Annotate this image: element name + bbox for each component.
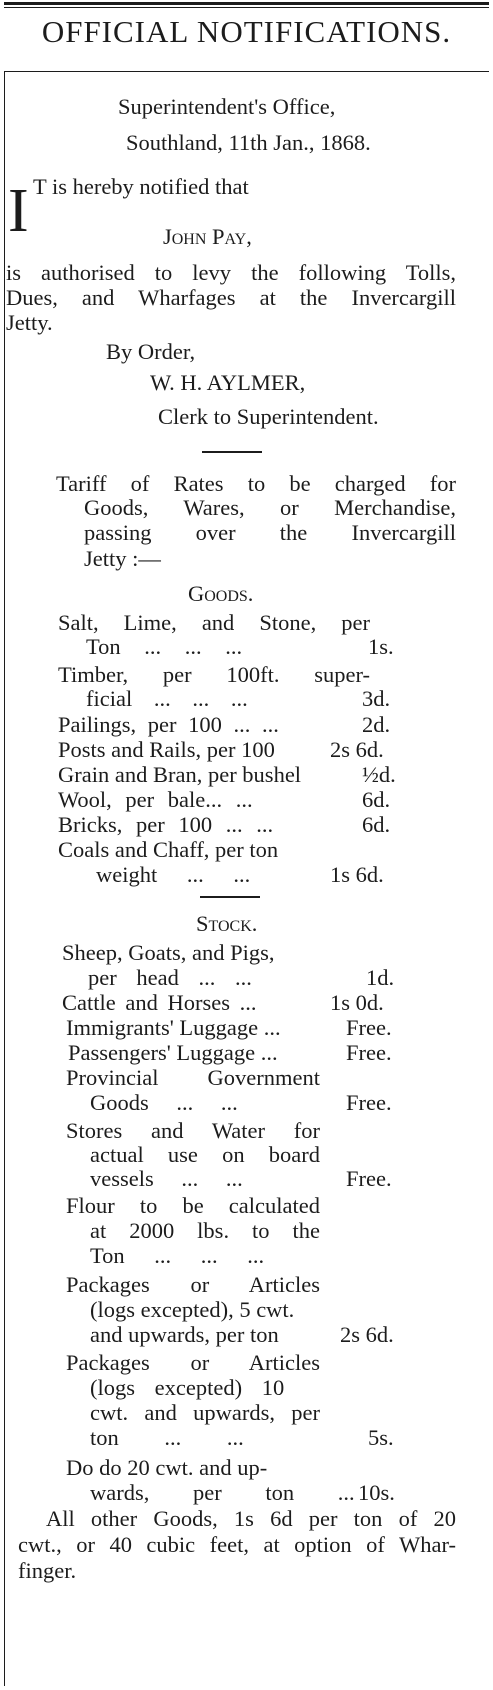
stock-item-6-line-1: Stores and Water for bbox=[66, 1118, 320, 1143]
stock-item-4-rate: Free. bbox=[346, 1040, 392, 1065]
goods-item-2-rate: 3d. bbox=[362, 686, 391, 711]
goods-item-6-line-1: Wool, per bale... ... bbox=[58, 787, 253, 812]
stock-item-2-line-1: Cattle and Horses ... bbox=[62, 990, 257, 1015]
stock-item-5-line-2: Goods ... ... bbox=[90, 1090, 238, 1115]
stock-item-8-line-2: (logs excepted), 5 cwt. bbox=[90, 1297, 295, 1322]
stock-item-1-rate: 1d. bbox=[366, 965, 395, 990]
notice-body-line-1: is authorised to levy the following Tolls, bbox=[6, 260, 456, 285]
tariff-intro-line-3: passing over the Invercargill bbox=[84, 520, 456, 545]
goods-item-8-rate: 1s 6d. bbox=[330, 862, 384, 887]
closing-line-1: All other Goods, 1s 6d per ton of 20 bbox=[46, 1506, 456, 1531]
stock-item-8-line-3: and upwards, per ton bbox=[90, 1322, 279, 1347]
page-title: OFFICIAL NOTIFICATIONS. bbox=[41, 14, 452, 49]
goods-item-1-line-1: Salt, Lime, and Stone, per bbox=[58, 610, 370, 635]
stock-item-9-line-4: ton ... ... bbox=[90, 1425, 244, 1450]
stock-item-9-rate: 5s. bbox=[368, 1425, 394, 1450]
goods-item-2-line-1: Timber, per 100ft. super- bbox=[58, 662, 370, 687]
goods-heading: Goods. bbox=[188, 581, 254, 606]
section-divider-1 bbox=[202, 451, 262, 453]
goods-item-3-rate: 2d. bbox=[362, 712, 391, 737]
stock-item-8-rate: 2s 6d. bbox=[340, 1322, 394, 1347]
stock-item-8-line-1: Packages or Articles bbox=[66, 1272, 320, 1297]
stock-item-9-line-3: cwt. and upwards, per bbox=[90, 1400, 320, 1425]
stock-heading: Stock. bbox=[196, 911, 258, 936]
title-rule bbox=[4, 71, 489, 72]
opening-line: T is hereby notified that bbox=[33, 174, 249, 199]
notice-body-line-3: Jetty. bbox=[6, 310, 53, 335]
goods-item-6-rate: 6d. bbox=[362, 787, 391, 812]
stock-item-7-line-1: Flour to be calculated bbox=[66, 1193, 320, 1218]
section-divider-2 bbox=[200, 896, 260, 898]
stock-item-1-line-2: per head ... ... bbox=[88, 965, 252, 990]
signatory-name: W. H. AYLMER, bbox=[150, 370, 306, 395]
stock-item-3-line-1: Immigrants' Luggage ... bbox=[66, 1015, 281, 1040]
stock-item-10-line-2: wards, per ton ... bbox=[90, 1480, 355, 1505]
drop-cap: I bbox=[8, 177, 29, 245]
goods-item-7-rate: 6d. bbox=[362, 812, 391, 837]
signatory-title: Clerk to Superintendent. bbox=[158, 404, 379, 429]
goods-item-2-line-2: ficial ... ... ... bbox=[86, 686, 248, 711]
goods-item-8-line-2: weight ... ... bbox=[96, 862, 251, 887]
goods-item-1-line-2: Ton ... ... ... bbox=[86, 634, 243, 659]
goods-item-4-line-1: Posts and Rails, per 100 bbox=[58, 737, 275, 762]
goods-item-8-line-1: Coals and Chaff, per ton bbox=[58, 837, 279, 862]
tariff-intro-line-2: Goods, Wares, or Merchandise, bbox=[84, 495, 456, 520]
stock-item-6-line-3: vessels ... ... bbox=[90, 1166, 243, 1191]
place-date-line: Southland, 11th Jan., 1868. bbox=[126, 130, 371, 155]
stock-item-5-rate: Free. bbox=[346, 1090, 392, 1115]
goods-item-5-line-1: Grain and Bran, per bushel bbox=[58, 762, 302, 787]
stock-item-7-line-3: Ton ... ... ... bbox=[90, 1243, 265, 1268]
stock-item-3-rate: Free. bbox=[346, 1015, 392, 1040]
tariff-intro-line-4: Jetty :— bbox=[84, 546, 161, 571]
goods-item-4-rate: 2s 6d. bbox=[330, 737, 384, 762]
closing-line-3: finger. bbox=[18, 1558, 77, 1583]
top-double-rule bbox=[4, 2, 489, 5]
named-person: John Pay, bbox=[163, 224, 252, 249]
stock-item-2-rate: 1s 0d. bbox=[330, 990, 384, 1015]
stock-item-5-line-1: Provincial Government bbox=[66, 1065, 320, 1090]
closing-line-2: cwt., or 40 cubic feet, at option of Whar- bbox=[18, 1532, 456, 1557]
goods-item-3-line-1: Pailings, per 100 ... ... bbox=[58, 712, 279, 737]
by-order-line: By Order, bbox=[106, 339, 196, 364]
stock-item-7-line-2: at 2000 lbs. to the bbox=[90, 1218, 320, 1243]
stock-item-9-line-1: Packages or Articles bbox=[66, 1350, 320, 1375]
notice-body-line-2: Dues, and Wharfages at the Invercargill bbox=[6, 285, 456, 310]
column-left-rule bbox=[4, 71, 5, 1686]
stock-item-1-line-1: Sheep, Goats, and Pigs, bbox=[62, 940, 275, 965]
goods-item-1-rate: 1s. bbox=[368, 634, 394, 659]
stock-item-10-line-1: Do do 20 cwt. and up- bbox=[66, 1455, 268, 1480]
stock-item-4-line-1: Passengers' Luggage ... bbox=[68, 1040, 278, 1065]
tariff-intro-line-1: Tariff of Rates to be charged for bbox=[56, 471, 456, 496]
office-line: Superintendent's Office, bbox=[118, 94, 336, 119]
goods-item-5-rate: ½d. bbox=[362, 762, 396, 787]
top-double-rule-thin bbox=[4, 7, 489, 8]
goods-item-7-line-1: Bricks, per 100 ... ... bbox=[58, 812, 274, 837]
stock-item-9-line-2: (logs excepted) 10 bbox=[90, 1375, 285, 1400]
stock-item-10-rate: 10s. bbox=[358, 1480, 395, 1505]
stock-item-6-line-2: actual use on board bbox=[90, 1142, 320, 1167]
stock-item-6-rate: Free. bbox=[346, 1166, 392, 1191]
